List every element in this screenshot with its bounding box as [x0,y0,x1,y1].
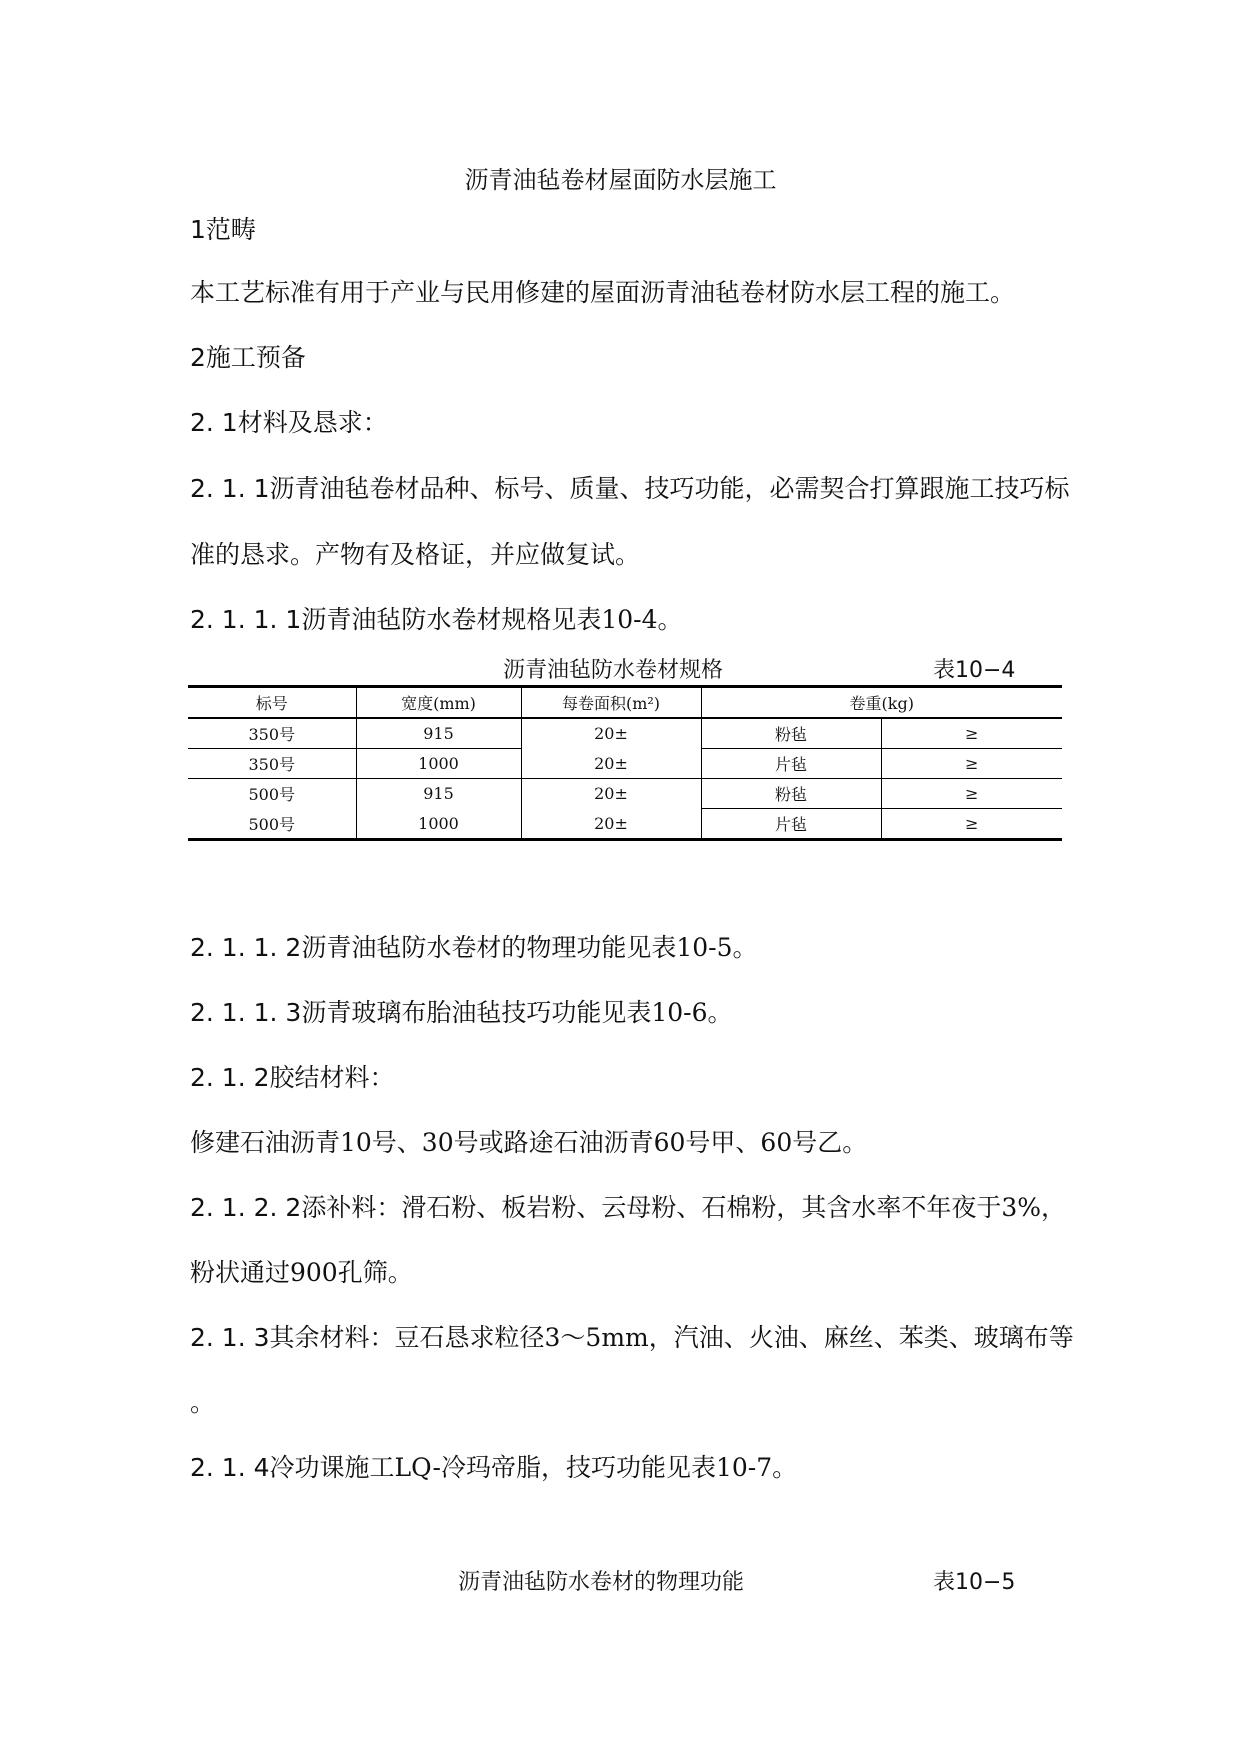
table-cell: ≥ [881,779,1062,809]
table-row [188,809,1062,840]
header-cell: 宽度(mm) [356,687,521,719]
table-row [188,718,1062,749]
table-cell: 915 [356,718,521,749]
table-cell: 915 [356,779,521,809]
paragraph: 本工艺标准有用于产业与民用修建的屋面沥青油毡卷材防水层工程的施工。 [190,278,1016,307]
document-title: 沥青油毡卷材屋面防水层施工 [464,166,777,194]
table-cell: ≥ [881,809,1062,840]
header-cell: 卷重(kg) [701,687,1062,719]
table-cell: 片毡 [701,809,881,840]
table-cell: 500号 [188,809,356,840]
paragraph: 2. 1. 1. 3沥青玻璃布胎油毡技巧功能见表10-6。 [190,998,733,1027]
table-cell: 500号 [188,779,356,809]
subsection-heading: 2. 1材料及恳求： [190,408,388,437]
paragraph: 2. 1. 3其余材料：豆石恳求粒径3～5mm，汽油、火油、麻丝、苯类、玻璃布等 [190,1323,1074,1352]
table-cell: 粉毡 [701,718,881,749]
spec-table [188,685,1062,841]
table-cell: 350号 [188,749,356,779]
table-row [188,779,1062,809]
table-cell: 1000 [356,749,521,779]
paragraph: 2. 1. 4冷功课施工LQ-冷玛帝脂，技巧功能见表10-7。 [190,1453,798,1482]
section-heading: 1范畴 [190,215,256,244]
table-cell: 粉毡 [701,779,881,809]
table-cell: 1000 [356,809,521,840]
table-caption: 沥青油毡防水卷材的物理功能 [458,1570,745,1595]
paragraph: 。 [190,1388,216,1417]
paragraph: 准的恳求。产物有及格证，并应做复试。 [190,540,641,569]
paragraph: 2. 1. 1. 1沥青油毡防水卷材规格见表10-4。 [190,605,683,634]
table-cell: 片毡 [701,749,881,779]
table-header-row [188,687,1062,719]
table-cell: 20± [521,809,701,840]
table-cell: 350号 [188,718,356,749]
table-cell: 20± [521,779,701,809]
subsection-heading: 2. 1. 2胶结材料： [190,1063,395,1092]
table-label: 表10−5 [933,1570,1016,1595]
section-heading: 2施工预备 [190,343,306,372]
paragraph: 粉状通过900孔筛。 [190,1258,413,1287]
table-row [188,749,1062,779]
table-cell: ≥ [881,749,1062,779]
table-cell: 20± [521,718,701,749]
paragraph: 2. 1. 1沥青油毡卷材品种、标号、质量、技巧功能，必需契合打算跟施工技巧标 [190,474,1070,503]
paragraph: 2. 1. 2. 2添补料：滑石粉、板岩粉、云母粉、石棉粉，其含水率不年夜于3%， [190,1193,1066,1222]
header-cell: 标号 [188,687,356,719]
table-cell: ≥ [881,718,1062,749]
paragraph: 修建石油沥青10号、30号或路途石油沥青60号甲、60号乙。 [190,1128,868,1157]
table-label: 表10−4 [933,658,1016,683]
table-caption: 沥青油毡防水卷材规格 [503,658,724,683]
paragraph: 2. 1. 1. 2沥青油毡防水卷材的物理功能见表10-5。 [190,933,758,962]
table-cell: 20± [521,749,701,779]
header-cell: 每卷面积(m²) [521,687,701,719]
